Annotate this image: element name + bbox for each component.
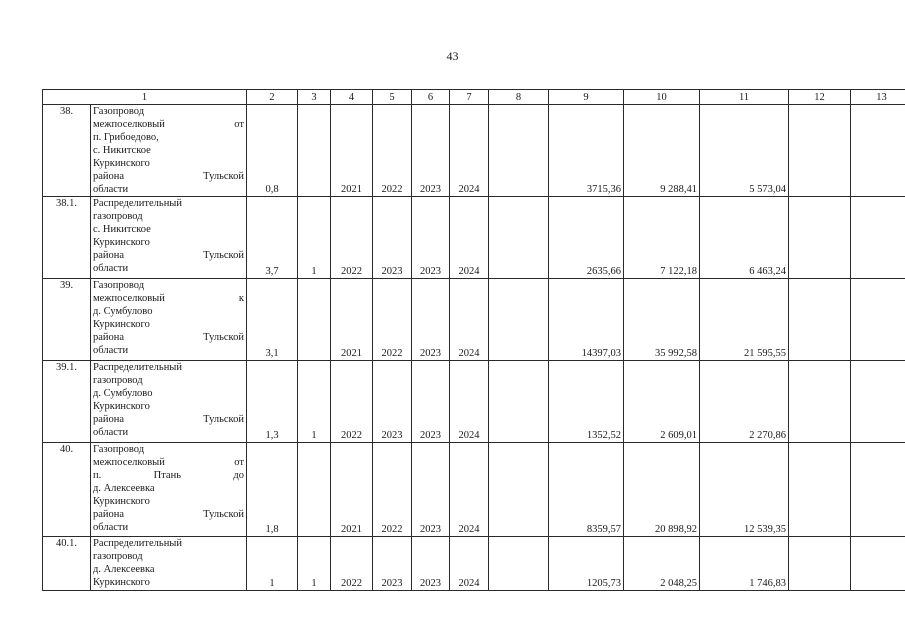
cost-col-11: 21 595,55: [700, 279, 789, 361]
object-name-line: Куркинского: [93, 577, 150, 588]
year-col-4: 2022: [331, 197, 373, 279]
column-3-value: 1: [298, 197, 331, 279]
cost-col-9: 1352,52: [549, 361, 624, 443]
object-name-line: района Тульской: [93, 509, 244, 520]
object-name-line: газопровод: [93, 211, 143, 222]
year-col-7: 2024: [450, 537, 489, 591]
row-number: 38.1.: [43, 197, 91, 279]
column-8-value: [489, 361, 549, 443]
cost-col-11: 6 463,24: [700, 197, 789, 279]
length-km: 1: [247, 537, 298, 591]
cost-col-11: 5 573,04: [700, 105, 789, 197]
table-row: [43, 197, 905, 279]
cost-col-10: 35 992,58: [624, 279, 700, 361]
year-col-7: 2024: [450, 279, 489, 361]
year-col-4: 2021: [331, 279, 373, 361]
object-name-line: Куркинского: [93, 237, 150, 248]
object-name-line: района Тульской: [93, 171, 244, 182]
length-km: 1,8: [247, 443, 298, 537]
header-cell-4: 4: [331, 90, 373, 105]
object-name-line: области: [93, 427, 129, 438]
header-row: [43, 90, 905, 105]
column-13-value: [851, 197, 905, 279]
column-13-value: [851, 279, 905, 361]
header-cell-8: 8: [489, 90, 549, 105]
header-cell-10: 10: [624, 90, 700, 105]
length-km: 1,3: [247, 361, 298, 443]
column-8-value: [489, 443, 549, 537]
object-name-line: межпоселковый от: [93, 119, 244, 130]
header-cell-5: 5: [373, 90, 412, 105]
page-number: 43: [446, 49, 459, 63]
object-name-line: района Тульской: [93, 414, 244, 425]
object-name-line: Распределительный: [93, 198, 182, 209]
column-13-value: [851, 537, 905, 591]
year-col-7: 2024: [450, 105, 489, 197]
cost-col-11: 12 539,35: [700, 443, 789, 537]
object-name-line: Газопровод: [93, 444, 145, 455]
cost-col-11: 1 746,83: [700, 537, 789, 591]
object-name-line: Распределительный: [93, 362, 182, 373]
column-8-value: [489, 537, 549, 591]
cost-col-10: 7 122,18: [624, 197, 700, 279]
year-col-6: 2023: [412, 537, 450, 591]
object-name: [91, 197, 247, 279]
object-name-line: Куркинского: [93, 319, 150, 330]
header-cell-12: 12: [789, 90, 851, 105]
object-name-line: газопровод: [93, 375, 143, 386]
cost-col-9: 3715,36: [549, 105, 624, 197]
year-col-4: 2021: [331, 105, 373, 197]
year-col-4: 2022: [331, 361, 373, 443]
object-name-line: области: [93, 345, 129, 356]
object-name-line: Газопровод: [93, 280, 145, 291]
header-cell-13: 13: [851, 90, 905, 105]
column-8-value: [489, 279, 549, 361]
column-13-value: [851, 105, 905, 197]
object-name-line: межпоселковый от: [93, 457, 244, 468]
year-col-6: 2023: [412, 197, 450, 279]
object-name-line: Газопровод: [93, 106, 145, 117]
cost-col-11: 2 270,86: [700, 361, 789, 443]
cost-col-9: 8359,57: [549, 443, 624, 537]
year-col-4: 2021: [331, 443, 373, 537]
year-col-5: 2023: [373, 537, 412, 591]
year-col-5: 2023: [373, 361, 412, 443]
cost-col-10: 20 898,92: [624, 443, 700, 537]
cost-col-9: 2635,66: [549, 197, 624, 279]
row-number: 40.1.: [43, 537, 91, 591]
object-name-line: Распределительный: [93, 538, 182, 549]
investment-table: [42, 89, 905, 591]
object-name-line: п. Птань до: [93, 470, 244, 481]
column-3-value: [298, 105, 331, 197]
object-name: [91, 279, 247, 361]
object-name: [91, 443, 247, 537]
table-body: [43, 105, 905, 591]
column-3-value: [298, 279, 331, 361]
year-col-6: 2023: [412, 443, 450, 537]
year-col-6: 2023: [412, 105, 450, 197]
column-3-value: [298, 443, 331, 537]
object-name-line: района Тульской: [93, 250, 244, 261]
object-name-line: межпоселковый к: [93, 293, 244, 304]
object-name: [91, 105, 247, 197]
table-row: [43, 105, 905, 197]
column-13-value: [851, 443, 905, 537]
year-col-7: 2024: [450, 361, 489, 443]
object-name-line: области: [93, 263, 129, 274]
object-name-line: области: [93, 184, 129, 195]
column-12-value: [789, 443, 851, 537]
table-row: [43, 279, 905, 361]
year-col-6: 2023: [412, 279, 450, 361]
length-km: 3,1: [247, 279, 298, 361]
year-col-7: 2024: [450, 197, 489, 279]
table-row: [43, 537, 905, 591]
cost-col-10: 9 288,41: [624, 105, 700, 197]
column-3-value: 1: [298, 361, 331, 443]
column-8-value: [489, 197, 549, 279]
header-cell-6: 6: [412, 90, 450, 105]
object-name-line: района Тульской: [93, 332, 244, 343]
row-number: 40.: [43, 443, 91, 537]
cost-col-10: 2 609,01: [624, 361, 700, 443]
header-cell-1: 1: [43, 90, 247, 105]
table-row: [43, 443, 905, 537]
object-name-line: области: [93, 522, 129, 533]
header-cell-9: 9: [549, 90, 624, 105]
object-name-line: Куркинского: [93, 496, 150, 507]
object-name-line: д. Алексеевка: [93, 483, 155, 494]
column-13-value: [851, 361, 905, 443]
header-cell-7: 7: [450, 90, 489, 105]
object-name-line: Куркинского: [93, 158, 150, 169]
column-3-value: 1: [298, 537, 331, 591]
row-number: 39.: [43, 279, 91, 361]
object-name: [91, 537, 247, 591]
column-12-value: [789, 537, 851, 591]
year-col-5: 2022: [373, 105, 412, 197]
year-col-5: 2022: [373, 279, 412, 361]
row-number: 38.: [43, 105, 91, 197]
object-name-line: Куркинского: [93, 401, 150, 412]
table-row: [43, 361, 905, 443]
object-name-line: п. Грибоедово,: [93, 132, 159, 143]
object-name-line: с. Никитское: [93, 224, 151, 235]
cost-col-9: 14397,03: [549, 279, 624, 361]
column-12-value: [789, 361, 851, 443]
object-name-line: д. Алексеевка: [93, 564, 155, 575]
object-name-line: д. Сумбулово: [93, 388, 153, 399]
year-col-5: 2023: [373, 197, 412, 279]
year-col-4: 2022: [331, 537, 373, 591]
column-12-value: [789, 279, 851, 361]
year-col-6: 2023: [412, 361, 450, 443]
header-cell-11: 11: [700, 90, 789, 105]
length-km: 3,7: [247, 197, 298, 279]
column-8-value: [489, 105, 549, 197]
cost-col-9: 1205,73: [549, 537, 624, 591]
column-12-value: [789, 105, 851, 197]
length-km: 0,8: [247, 105, 298, 197]
object-name: [91, 361, 247, 443]
header-cell-2: 2: [247, 90, 298, 105]
year-col-5: 2022: [373, 443, 412, 537]
year-col-7: 2024: [450, 443, 489, 537]
object-name-line: газопровод: [93, 551, 143, 562]
object-name-line: д. Сумбулово: [93, 306, 153, 317]
object-name-line: с. Никитское: [93, 145, 151, 156]
header-cell-3: 3: [298, 90, 331, 105]
cost-col-10: 2 048,25: [624, 537, 700, 591]
column-12-value: [789, 197, 851, 279]
row-number: 39.1.: [43, 361, 91, 443]
